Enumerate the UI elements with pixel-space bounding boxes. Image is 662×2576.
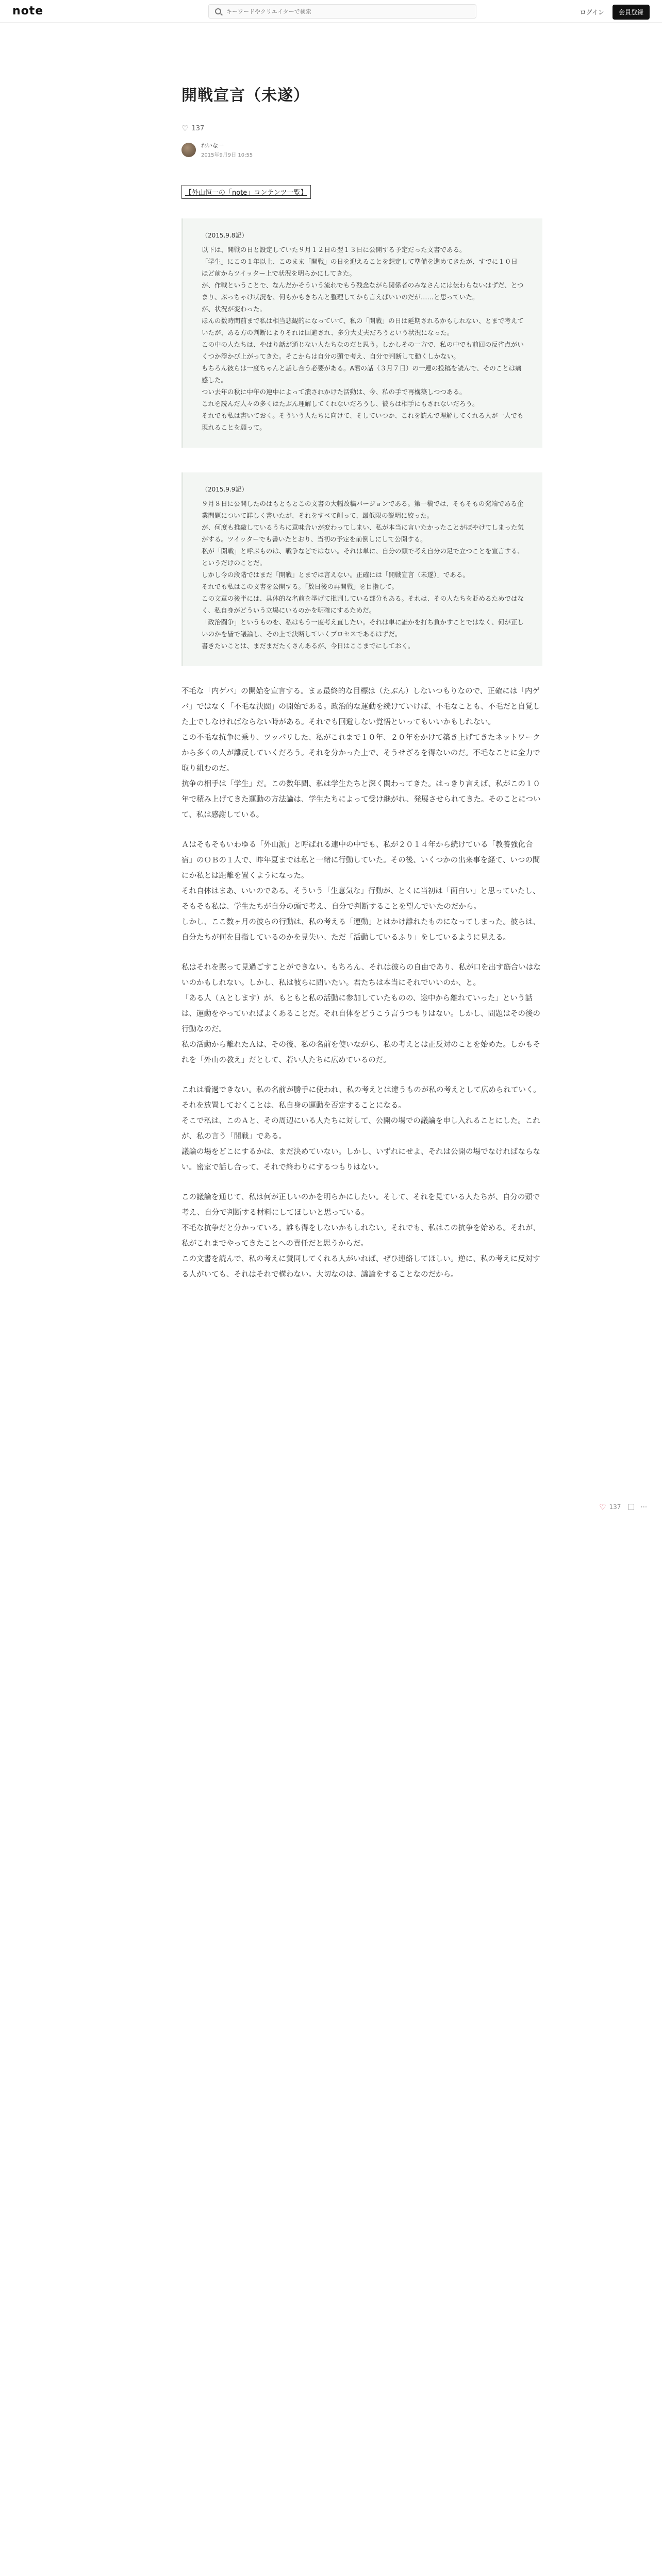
share-icon[interactable]	[628, 1504, 634, 1510]
like-count: 137	[191, 124, 205, 132]
paragraph: もちろん彼らは一度ちゃんと話し合う必要がある。A君の話（３月７日）の一連の投稿を読んで、そのことは痛感した。	[202, 364, 522, 384]
paragraph: 不毛な「内ゲバ」の開始を宣言する。まぁ最終的な目標は（たぶん）しないつもりなので、正確には「内ゲバ」ではなく「不毛な決闘」の開始である。政治的な運動を続けていけば、不毛なことも、不毛だと自覚した上でしなければならない時がある。それでも回避しない覚悟といってもいいかもしれない。	[181, 687, 540, 726]
paragraph: 「学生」にこの１年以上、このまま「開戦」の日を迎えることを想定して準備を進めてきたが、すでに１０日ほど前からツイッター上で状況を明らかにしてきた。	[202, 258, 518, 277]
paragraph: この文章の後半には、具体的な名前を挙げて批判している部分もある。それは、その人たちを貶めるためではなく、私自身がどういう立場にいるのかを明確にするためだ。	[202, 595, 524, 614]
paragraph: 「ある人（Ａとします）が、もともと私の活動に参加していたものの、途中から離れていった」という話は、運動をやっていればよくあることだ。それ自体をどうこう言うつもりはない。しかし、問題はその後の行動なのだ。	[181, 994, 540, 1033]
heart-icon[interactable]: ♡	[181, 124, 189, 133]
magazine-link[interactable]: 【外山恒一の「note」コンテンツ一覧】	[181, 185, 311, 199]
author-meta	[201, 141, 253, 158]
header-actions	[580, 5, 650, 20]
paragraph: これは看過できない。私の名前が勝手に使われ、私の考えとは違うものが私の考えとして広められていく。それを放置しておくことは、私自身の運動を否定することになる。	[181, 1086, 541, 1110]
like-counter[interactable]	[181, 124, 542, 133]
paragraph: そこで私は、このＡと、その周辺にいる人たちに対して、公開の場での議論を申し入れることにした。これが、私の言う「開戦」である。	[181, 1117, 540, 1141]
article-container	[181, 82, 542, 1282]
search-bar[interactable]	[208, 4, 476, 19]
paragraph: が、状況が変わった。	[202, 305, 266, 313]
search-input[interactable]	[226, 8, 453, 15]
paragraph: しかし今の段階ではまだ「開戦」とまでは言えない。正確には「開戦宣言（未遂）」である。	[202, 571, 469, 579]
paragraph: それ自体はまあ、いいのである。そういう「生意気な」行動が、とくに当初は「面白い」と思っていたし、そもそも私は、学生たちが自分の頭で考え、自分で判断することを望んでいたのだから。	[181, 887, 540, 911]
side-like-count: 137	[609, 1503, 621, 1511]
signup-button[interactable]: 会員登録	[613, 5, 650, 20]
paragraph: が、作戦ということで、なんだかそういう流れでもう残念ながら関係者のみなさんには伝わらないはずだ、とつまり、ぶっちゃけ状況を、何もかもきちんと整理してから言えばいいのだが……と思っていた。	[202, 281, 524, 301]
floating-actions	[599, 1502, 647, 1512]
paragraph: それでも私は書いておく。そういう人たちに向けて、そしていつか、これを読んで理解してくれる人が一人でも現れることを願って。	[202, 412, 524, 431]
quote-date: （2015.9.8記）	[202, 232, 248, 239]
paragraph: 議論の場をどこにするかは、まだ決めていない。しかし、いずれにせよ、それは公開の場でなければならない。密室で話し合って、それで終わりにするつもりはない。	[181, 1148, 540, 1172]
paragraph: これを読んだ人々の多くはたぶん理解してくれないだろうし、彼らは相手にもされないだろう。	[202, 400, 479, 408]
avatar[interactable]	[181, 143, 196, 157]
paragraph: 以下は、開戦の日と設定していた９月１２日の翌１３日に公開する予定だった文書である。	[202, 246, 466, 253]
quote-block-1	[181, 218, 542, 448]
paragraph: Ａはそもそもいわゆる「外山派」と呼ばれる連中の中でも、私が２０１４年から続けている「教養強化合宿」のＯＢの１人で、昨年夏までは私と一緒に行動していた。その後、いくつかの出来事を経て、いつの間にか私とは距離を置くようになった。	[181, 841, 540, 880]
paragraph: 私が「開戦」と呼ぶものは、戦争などではない。それは単に、自分の頭で考え自分の足で立つことを宣言する、というだけのことだ。	[202, 547, 524, 567]
author-name[interactable]: れいな一	[201, 142, 224, 149]
heart-icon[interactable]: ♡	[599, 1502, 606, 1512]
article-title: 開戦宣言（未遂）	[181, 87, 309, 105]
quote-body	[202, 244, 524, 433]
paragraph: 「政治闘争」というものを、私はもう一度考え直したい。それは単に誰かを打ち負かすことではなく、何が正しいのかを皆で議論し、その上で決断していくプロセスであるはずだ。	[202, 618, 524, 638]
login-link[interactable]: ログイン	[580, 9, 604, 16]
search-icon	[215, 8, 221, 14]
paragraph: が、何度も推敲しているうちに意味合いが変わってしまい、私が本当に言いたかったことがぼやけてしまった気がする。ツイッターでも書いたとおり、当初の予定を前倒しにして公開する。	[202, 523, 524, 543]
paragraph: つい去年の秋に中年の連中によって潰されかけた活動は、今、私の手で再構築しつつある。	[202, 388, 466, 396]
paragraph: この中の人たちは、やはり話が通じない人たちなのだと思う。しかしその一方で、私の中でも前回の反省点がいくつか浮かび上がってきた。そこからは自分の頭で考え、自分で判断して動くしかない。	[202, 341, 524, 360]
quote-date: （2015.9.9記）	[202, 486, 248, 493]
quote-block-2	[181, 472, 542, 666]
publish-date: 2015年9月9日 10:55	[201, 152, 253, 158]
note-logo[interactable]: note	[12, 5, 44, 18]
paragraph: この議論を通じて、私は何が正しいのかを明らかにしたい。そして、それを見ている人たちが、自分の頭で考え、自分で判断する材料にしてほしいと思っている。	[181, 1193, 540, 1217]
paragraph: 私はそれを黙って見過ごすことができない。もちろん、それは彼らの自由であり、私が口を出す筋合いはないのかもしれない。しかし、私は彼らに問いたい。君たちは本当にそれでいいのか、と。	[181, 963, 541, 987]
paragraph: この文書を読んで、私の考えに賛同してくれる人がいれば、ぜひ連絡してほしい。逆に、私の考えに反対する人がいても、それはそれで構わない。大切なのは、議論をすることなのだから。	[181, 1255, 540, 1279]
paragraph: 不毛な抗争だと分かっている。誰も得をしないかもしれない。それでも、私はこの抗争を始める。それが、私がこれまでやってきたことへの責任だと思うからだ。	[181, 1224, 540, 1248]
paragraph: 抗争の相手は「学生」だ。この数年間、私は学生たちと深く関わってきた。はっきり言えば、私がこの１０年で積み上げてきた運動の方法論は、学生たちによって受け継がれ、発展させられてきた。そのことについて、私は感謝している。	[181, 780, 541, 819]
paragraph: それでも私はこの文書を公開する。「数日後の再開戦」を目指して。	[202, 583, 399, 590]
paragraph: 私の活動から離れたＡは、その後、私の名前を使いながら、私の考えとは正反対のことを始めた。しかもそれを「外山の教え」だとして、若い人たちに広めているのだ。	[181, 1041, 540, 1064]
paragraph: 書きたいことは、まだまだたくさんあるが、今日はここまでにしておく。	[202, 642, 415, 650]
quote-body	[202, 498, 524, 652]
top-navbar	[0, 0, 662, 23]
paragraph: ９月８日に公開したのはもともとこの文書の大幅改稿バージョンである。第一稿では、そもそもの発端である企業問題について詳しく書いたが、それをすべて削って、最低限の説明に絞った。	[202, 500, 524, 519]
more-icon[interactable]: ⋯	[640, 1503, 648, 1511]
article-body	[181, 684, 542, 1282]
paragraph: この不毛な抗争に乗り、ツッパリした、私がこれまで１０年、２０年をかけて築き上げてきたネットワークから多くの人が離反していくだろう。それを分かった上で、そうせざるを得ないのだ。不毛なことに全力で取り組むのだ。	[181, 734, 540, 773]
author-block	[181, 141, 542, 158]
paragraph: ほんの数時間前まで私は相当悲観的になっていて、私の「開戦」の日は延期されるかもしれない、とまで考えていたが、ある方の判断によりそれは回避され、多分大丈夫だろうという状況になった。	[202, 317, 524, 336]
paragraph: しかし、ここ数ヶ月の彼らの行動は、私の考える「運動」とはかけ離れたものになってしまった。彼らは、自分たちが何を目指しているのかを見失い、ただ「活動しているふり」をしているように見える。	[181, 918, 540, 942]
